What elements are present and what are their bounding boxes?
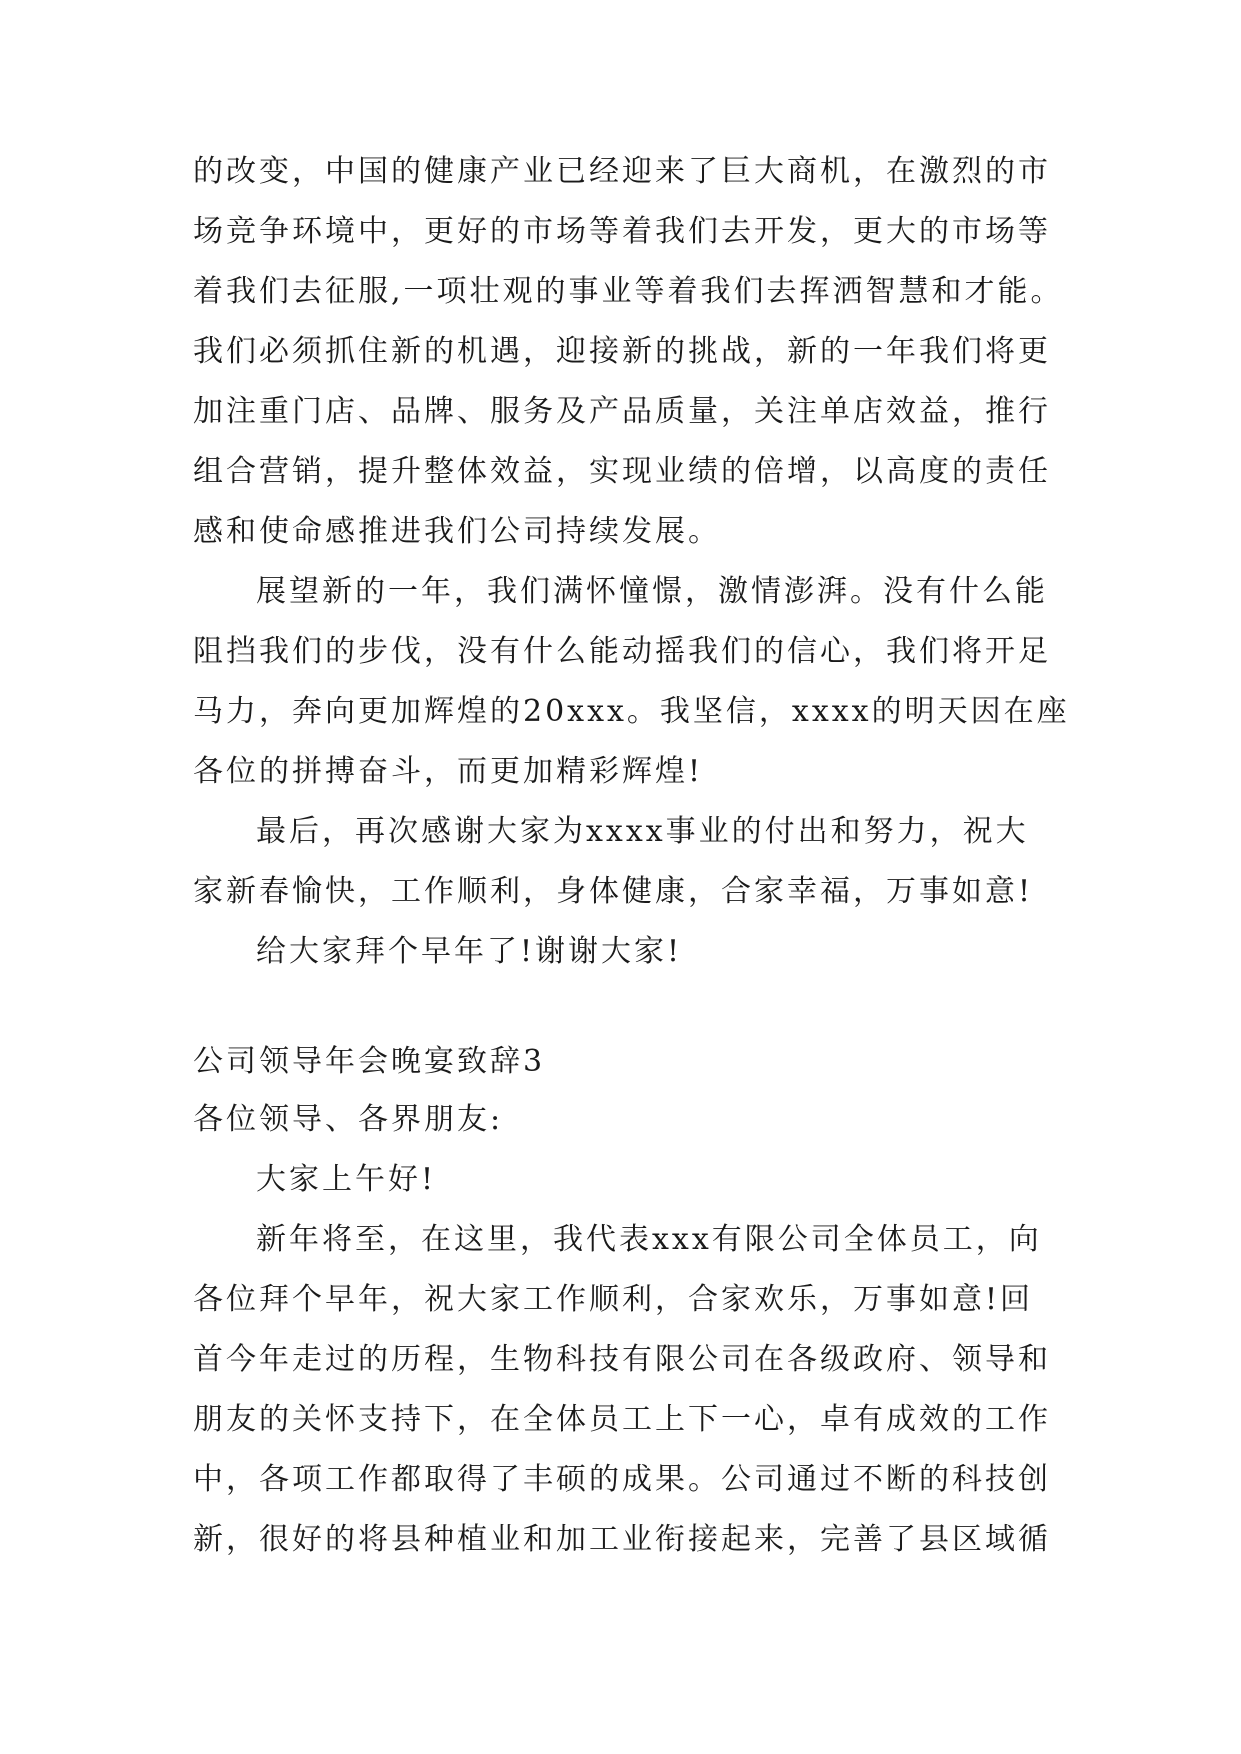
text-line: 各位的拼搏奋斗，而更加精彩辉煌! <box>193 754 704 789</box>
text-line: 场竞争环境中，更好的市场等着我们去开发，更大的市场等 <box>193 214 1051 249</box>
text-line: 组合营销，提升整体效益，实现业绩的倍增，以高度的责任 <box>193 454 1051 489</box>
paragraph-first-line: 新年将至，在这里，我代表xxx有限公司全体员工，向 <box>256 1222 1042 1257</box>
text-line: 我们必须抓住新的机遇，迎接新的挑战，新的一年我们将更 <box>193 334 1051 369</box>
section-title: 公司领导年会晚宴致辞3 <box>193 1044 546 1079</box>
text-line: 加注重门店、品牌、服务及产品质量，关注单店效益，推行 <box>193 394 1051 429</box>
text-line: 各位拜个早年，祝大家工作顺利，合家欢乐，万事如意!回 <box>193 1282 1034 1317</box>
text-line: 中，各项工作都取得了丰硕的成果。公司通过不断的科技创 <box>193 1462 1051 1497</box>
text-line: 马力，奔向更加辉煌的20xxx。我坚信，xxxx的明天因在座 <box>193 694 1070 729</box>
paragraph-first-line: 最后，再次感谢大家为xxxx事业的付出和努力，祝大 <box>256 814 1029 849</box>
salutation: 各位领导、各界朋友: <box>193 1102 504 1137</box>
paragraph-first-line: 展望新的一年，我们满怀憧憬，激情澎湃。没有什么能 <box>256 574 1048 609</box>
text-line: 首今年走过的历程，生物科技有限公司在各级政府、领导和 <box>193 1342 1051 1377</box>
text-line: 着我们去征服,一项壮观的事业等着我们去挥洒智慧和才能。 <box>193 274 1064 309</box>
text-line: 朋友的关怀支持下，在全体员工上下一心，卓有成效的工作 <box>193 1402 1051 1437</box>
text-line: 家新春愉快，工作顺利，身体健康，合家幸福，万事如意! <box>193 874 1034 909</box>
text-line: 感和使命感推进我们公司持续发展。 <box>193 514 721 549</box>
text-line: 阻挡我们的步伐，没有什么能动摇我们的信心，我们将开足 <box>193 634 1051 669</box>
text-line: 的改变，中国的健康产业已经迎来了巨大商机，在激烈的市 <box>193 154 1051 189</box>
greeting: 大家上午好! <box>256 1162 437 1197</box>
paragraph-first-line: 给大家拜个早年了!谢谢大家! <box>256 934 683 969</box>
text-line: 新，很好的将县种植业和加工业衔接起来，完善了县区域循 <box>193 1522 1051 1557</box>
